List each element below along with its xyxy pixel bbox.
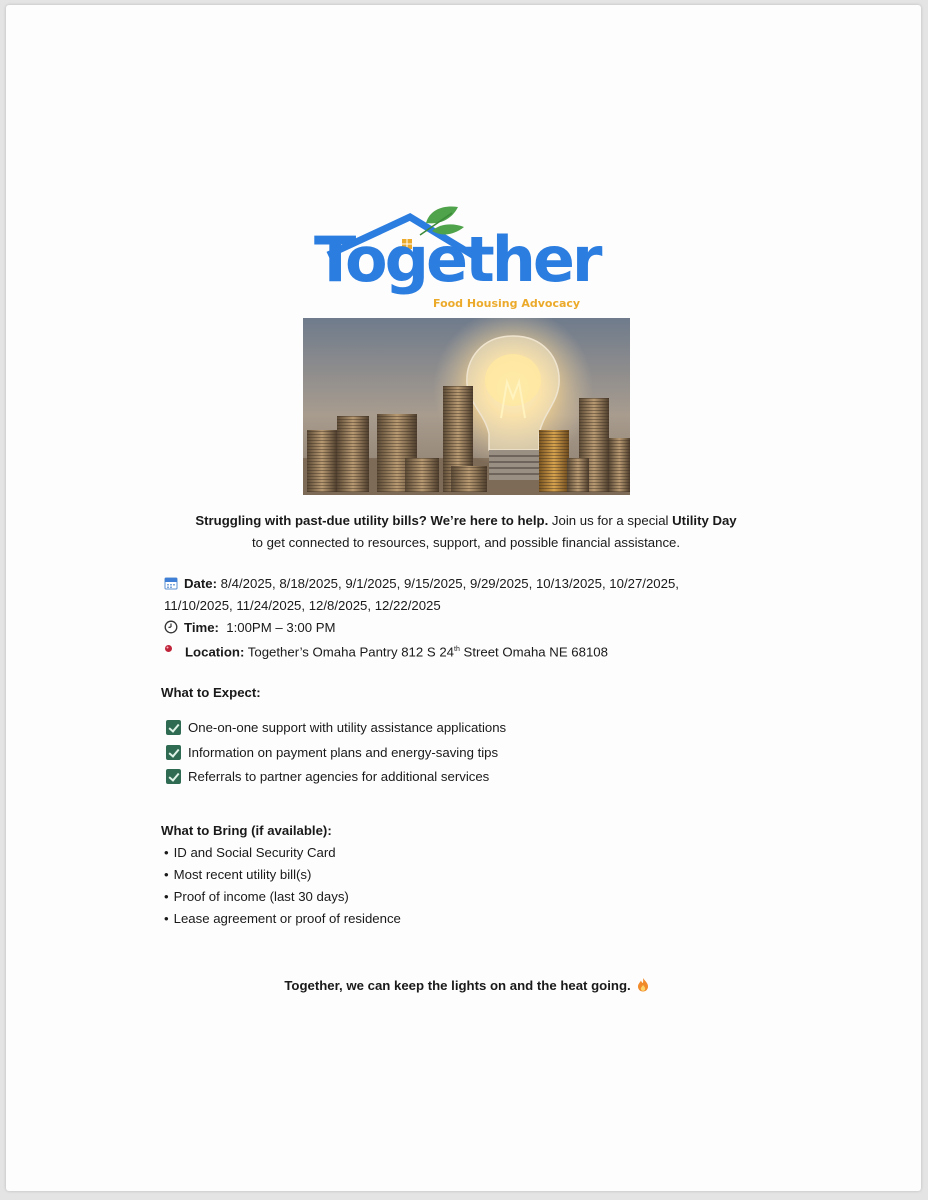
bring-item-text: Proof of income (last 30 days) — [173, 889, 349, 904]
checkbox-checked-icon — [166, 745, 181, 760]
list-item — [164, 886, 401, 908]
checkbox-checked-icon — [166, 720, 181, 735]
time-line — [164, 617, 804, 639]
event-details — [164, 573, 804, 663]
time-label: Time: — [184, 620, 219, 635]
logo-wordmark: Together — [314, 223, 600, 296]
bring-list — [164, 842, 401, 930]
together-logo — [306, 201, 626, 317]
intro-text-2: to get connected to resources, support, and possible financial assistance. — [251, 535, 681, 550]
expect-title: What to Expect: — [161, 685, 261, 700]
closing-line — [6, 977, 924, 993]
list-item — [166, 765, 506, 790]
location-line — [164, 639, 804, 663]
time-value: 1:00PM – 3:00 PM — [226, 620, 336, 635]
bring-title: What to Bring (if available): — [161, 823, 332, 838]
location-label: Location: — [185, 644, 245, 660]
list-item — [166, 741, 506, 766]
checkbox-checked-icon — [166, 769, 181, 784]
list-item — [164, 908, 401, 930]
intro-paragraph — [156, 510, 776, 554]
bring-item-text: Most recent utility bill(s) — [173, 867, 312, 882]
flame-icon — [637, 977, 649, 992]
date-line — [164, 573, 804, 595]
flyer-page — [6, 5, 921, 1191]
closing-text: Together, we can keep the lights on and the heat going. — [284, 978, 631, 993]
pin-icon — [164, 644, 173, 653]
expect-list — [166, 716, 506, 790]
location-value-sup: th — [454, 646, 460, 653]
lightbulb-coins-image — [303, 318, 630, 495]
list-item — [164, 842, 401, 864]
bullet: • — [164, 889, 169, 904]
bring-item-text: ID and Social Security Card — [173, 845, 336, 860]
clock-icon — [164, 620, 178, 634]
expect-item-text: One-on-one support with utility assistance applications — [188, 720, 507, 735]
calendar-icon — [164, 576, 178, 590]
date-value-line1: 8/4/2025, 8/18/2025, 9/1/2025, 9/15/2025, 9/29/2025, 10/13/2025, 10/27/2025, — [220, 576, 679, 591]
location-value-main: Together’s Omaha Pantry 812 S 24 — [247, 644, 455, 660]
bullet: • — [164, 867, 169, 882]
bullet: • — [164, 845, 169, 860]
logo-tagline: Food Housing Advocacy — [433, 297, 581, 310]
date-label: Date: — [184, 576, 217, 591]
bullet: • — [164, 911, 169, 926]
list-item — [164, 864, 401, 886]
intro-text-1: Join us for a special — [548, 513, 673, 528]
list-item — [166, 716, 506, 741]
expect-item-text: Referrals to partner agencies for additional services — [188, 769, 490, 784]
bring-item-text: Lease agreement or proof of residence — [173, 911, 401, 926]
expect-item-text: Information on payment plans and energy-saving tips — [188, 744, 499, 760]
intro-event-name: Utility Day — [672, 513, 737, 528]
intro-lead: Struggling with past-due utility bills? We’re here to help. — [195, 513, 549, 528]
date-value-line2: 11/10/2025, 11/24/2025, 12/8/2025, 12/22/2025 — [164, 598, 441, 613]
location-value-tail: Street Omaha NE 68108 — [459, 644, 608, 660]
